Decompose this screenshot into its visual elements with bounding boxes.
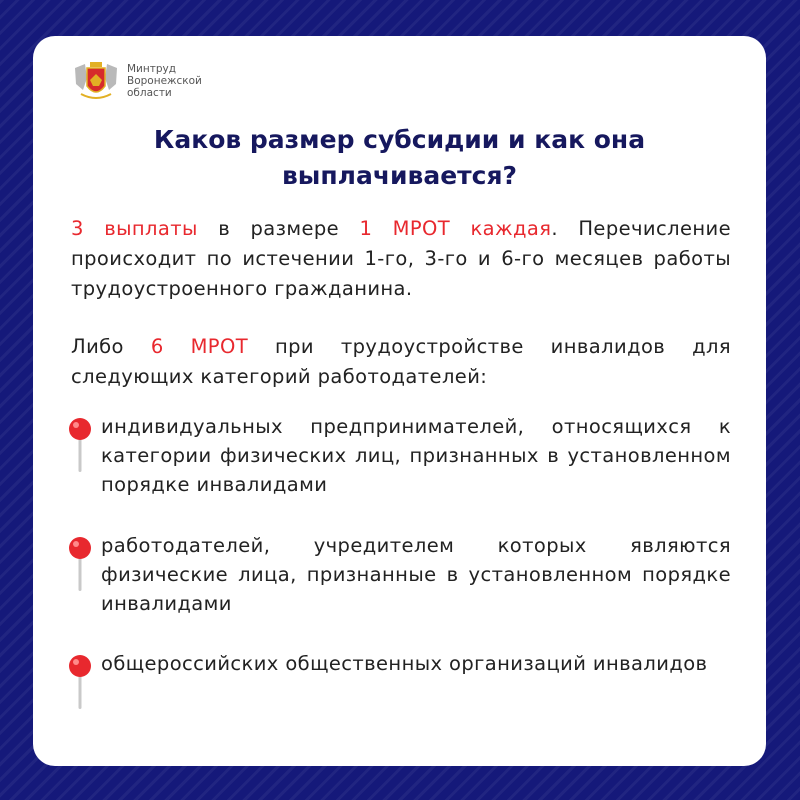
paragraph-text: в размере — [197, 217, 360, 240]
pushpin-icon — [67, 535, 93, 595]
list-item — [67, 649, 731, 713]
coat-of-arms-emblem — [73, 60, 119, 102]
disability-description — [71, 332, 731, 392]
title-line: Каков размер субсидии и как она — [153, 125, 646, 154]
list-item — [67, 531, 731, 618]
payment-description — [71, 214, 731, 304]
list-item-text: индивидуальных предпринимателей, относящихся к категории физических лиц, признанных в установленном порядке инвалидами — [101, 415, 731, 496]
brand-name — [127, 63, 202, 99]
payment-amount-highlight: 1 МРОТ каждая — [359, 217, 552, 240]
list-item-text: работодателей, учредителем которых являются физические лица, признанные в установленном порядке инвалидами — [101, 534, 731, 615]
list-item-text: общероссийских общественных организаций инвалидов — [101, 652, 708, 675]
payments-count-highlight: 3 выплаты — [71, 217, 198, 240]
brand-line: области — [127, 87, 172, 99]
page-title — [33, 122, 766, 194]
mrot-highlight: 6 МРОТ — [150, 335, 249, 358]
paragraph-text: . Перечисление происходит по истечении 1-го, 3-го и 6-го месяцев работы трудоустроенного гражданина. — [71, 217, 731, 300]
brand-line: Минтруд — [127, 63, 177, 75]
pushpin-icon — [67, 416, 93, 476]
list-item — [67, 412, 731, 499]
title-line: выплачивается? — [281, 161, 518, 190]
paragraph-text: при трудоустройстве инвалидов для следующих категорий работодателей: — [71, 335, 731, 388]
brand-logo — [73, 60, 202, 102]
brand-line: Воронежской — [127, 75, 202, 87]
paragraph-text: Либо — [71, 335, 151, 358]
content-card — [33, 36, 766, 766]
pushpin-icon — [67, 653, 93, 713]
